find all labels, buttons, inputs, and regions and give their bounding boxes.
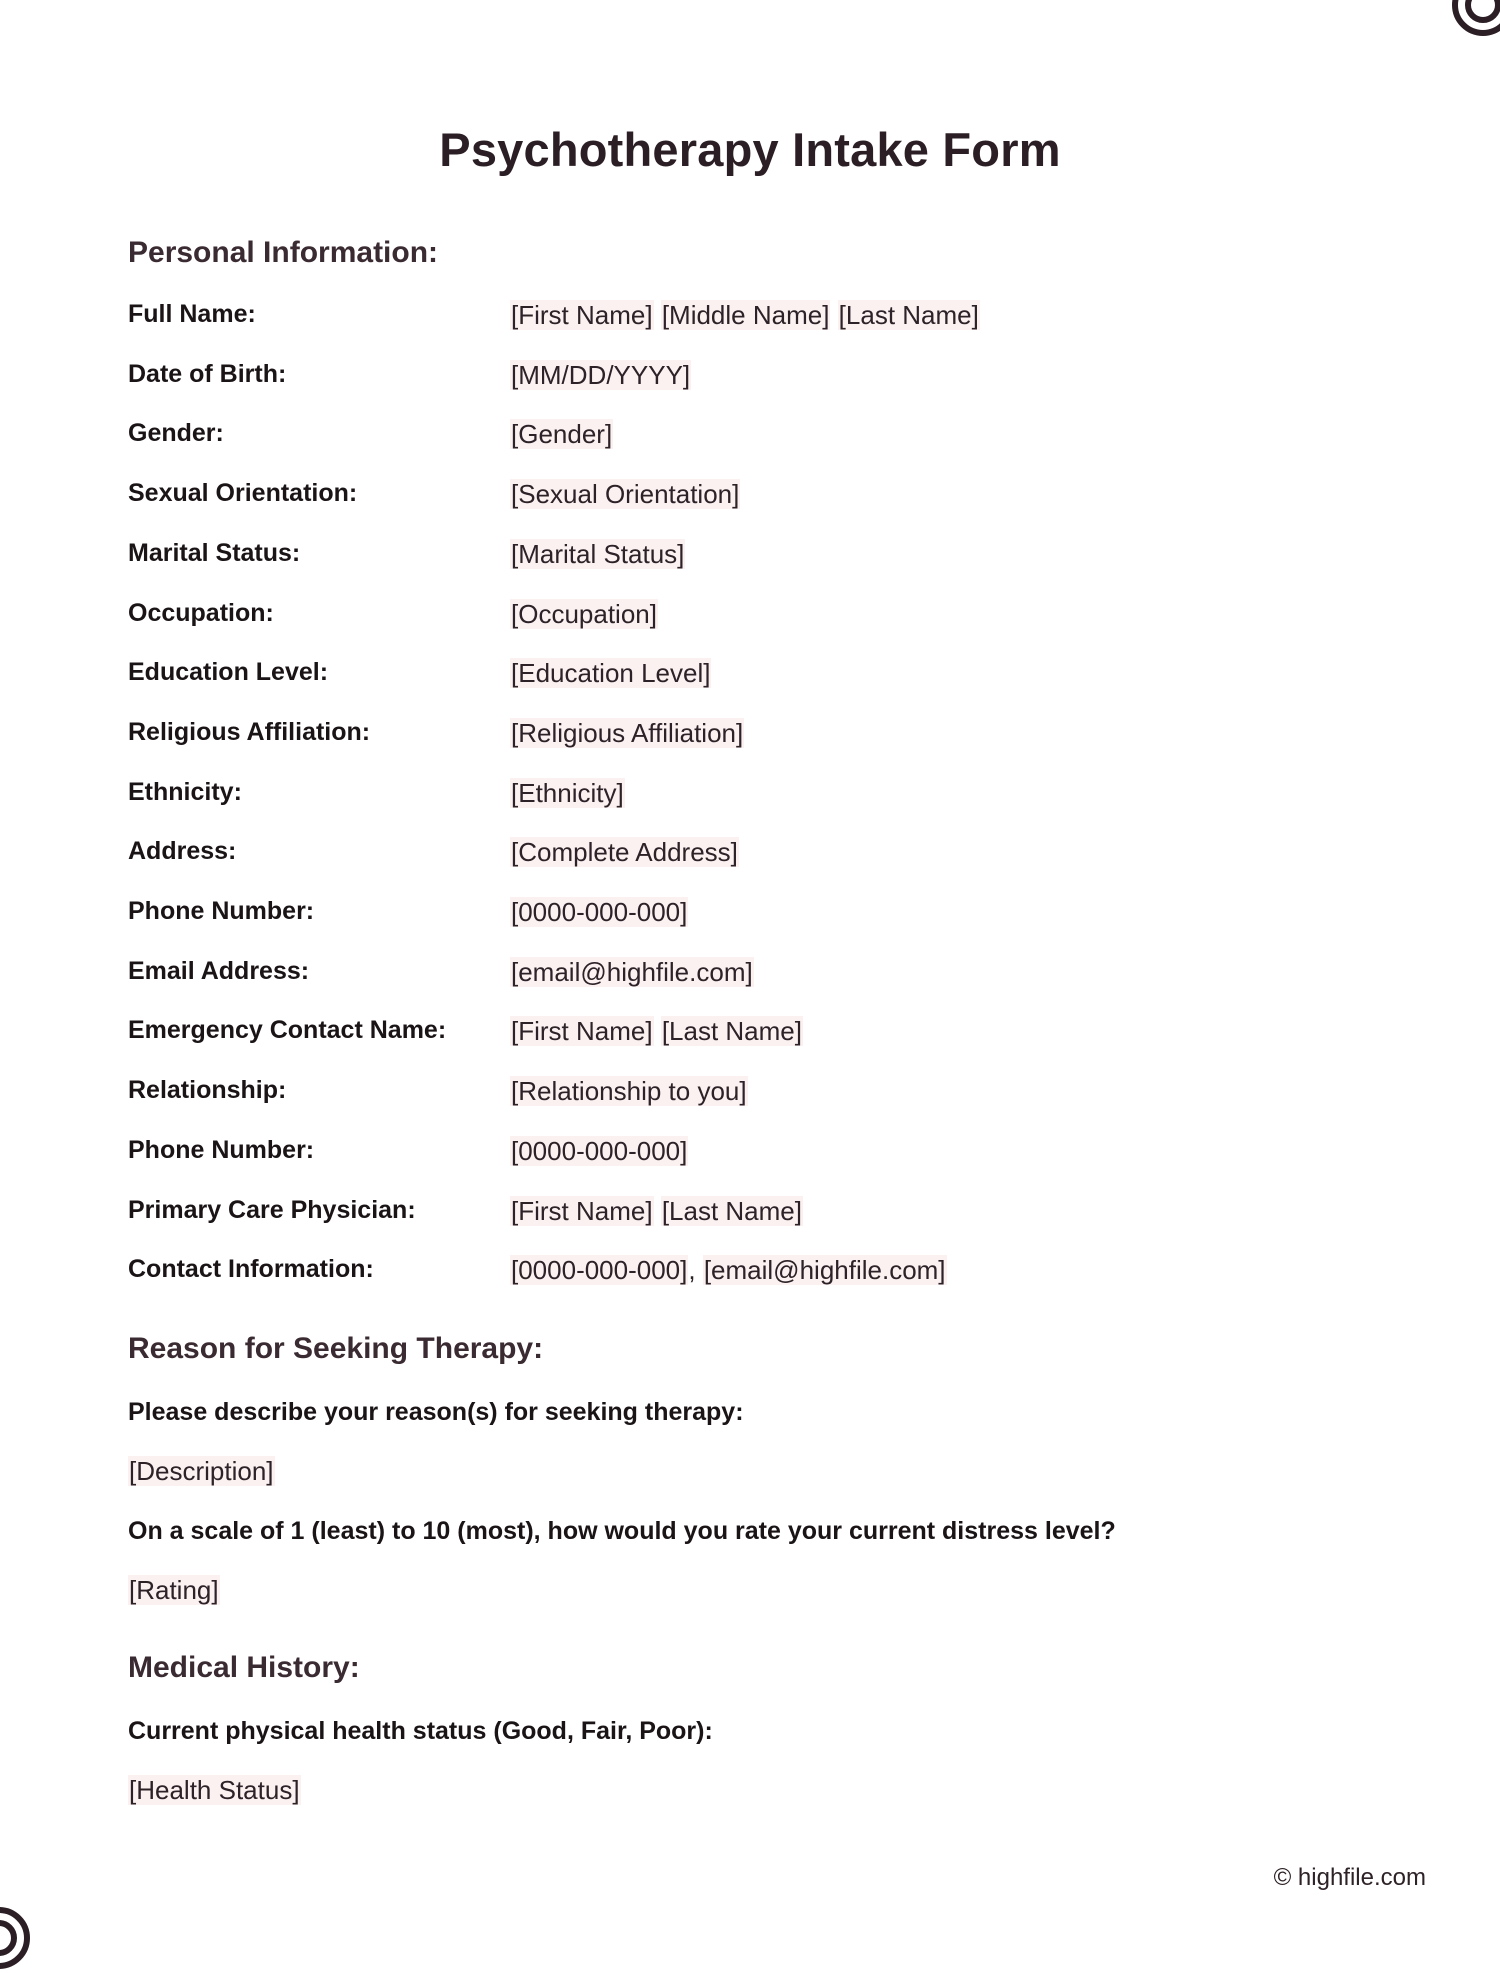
field-separator: , xyxy=(688,1255,703,1285)
form-row xyxy=(128,957,1378,997)
field-label: Date of Birth: xyxy=(128,360,287,388)
field-label: Email Address: xyxy=(128,957,310,985)
field-placeholder: [First Name] xyxy=(511,1196,653,1226)
spiral-ornament-icon xyxy=(1448,0,1500,40)
form-row xyxy=(128,1016,1378,1056)
field-placeholder: [email@highfile.com] xyxy=(511,957,753,987)
field-placeholder: [First Name] xyxy=(511,300,653,330)
field-value[interactable] xyxy=(510,539,685,570)
field-placeholder: [Complete Address] xyxy=(511,837,738,867)
field-separator xyxy=(654,1016,661,1046)
form-row xyxy=(128,1136,1378,1176)
health-status-question: Current physical health status (Good, Fair, Poor): xyxy=(128,1717,713,1745)
field-value[interactable] xyxy=(510,419,613,450)
field-placeholder: [Ethnicity] xyxy=(511,778,624,808)
form-row xyxy=(128,1076,1378,1116)
spiral-ornament-icon xyxy=(0,1903,34,1973)
health-status-field[interactable] xyxy=(128,1775,301,1806)
field-value[interactable] xyxy=(510,360,691,391)
form-row xyxy=(128,658,1378,698)
field-value[interactable] xyxy=(510,1255,947,1286)
field-value[interactable] xyxy=(510,957,754,988)
section-heading-personal: Personal Information: xyxy=(128,236,439,269)
reason-question: Please describe your reason(s) for seeking therapy: xyxy=(128,1398,744,1426)
field-placeholder: [First Name] xyxy=(511,1016,653,1046)
form-row xyxy=(128,360,1378,400)
copyright-footer: © highfile.com xyxy=(1273,1864,1426,1891)
field-placeholder: [Last Name] xyxy=(661,1196,802,1226)
field-value[interactable] xyxy=(510,897,688,928)
field-value[interactable] xyxy=(510,658,711,689)
field-placeholder: [MM/DD/YYYY] xyxy=(511,360,691,390)
field-label: Relationship: xyxy=(128,1076,287,1104)
field-label: Contact Information: xyxy=(128,1255,374,1283)
field-placeholder: [Gender] xyxy=(511,419,613,449)
field-label: Religious Affiliation: xyxy=(128,718,371,746)
section-heading-medical: Medical History: xyxy=(128,1651,360,1684)
form-row xyxy=(128,1196,1378,1236)
form-row xyxy=(128,479,1378,519)
field-label: Address: xyxy=(128,837,237,865)
field-placeholder: [Sexual Orientation] xyxy=(511,479,740,509)
field-label: Phone Number: xyxy=(128,897,315,925)
field-placeholder: [Relationship to you] xyxy=(511,1076,747,1106)
reason-answer-placeholder: [Description] xyxy=(129,1456,274,1486)
field-separator xyxy=(830,300,837,330)
field-placeholder: [0000-000-000] xyxy=(511,897,688,927)
field-label: Sexual Orientation: xyxy=(128,479,358,507)
form-row xyxy=(128,599,1378,639)
form-row xyxy=(128,300,1378,340)
field-label: Full Name: xyxy=(128,300,256,328)
field-placeholder: [Marital Status] xyxy=(511,539,685,569)
field-placeholder: [Last Name] xyxy=(661,1016,802,1046)
field-label: Primary Care Physician: xyxy=(128,1196,416,1224)
field-label: Occupation: xyxy=(128,599,274,627)
field-value[interactable] xyxy=(510,778,625,809)
form-row xyxy=(128,778,1378,818)
field-placeholder: [Middle Name] xyxy=(661,300,830,330)
field-value[interactable] xyxy=(510,1196,803,1227)
field-placeholder: [email@highfile.com] xyxy=(703,1255,946,1285)
form-row xyxy=(128,718,1378,758)
field-placeholder: [0000-000-000] xyxy=(511,1136,688,1166)
field-placeholder: [Occupation] xyxy=(511,599,657,629)
field-placeholder: [Last Name] xyxy=(838,300,979,330)
field-label: Phone Number: xyxy=(128,1136,315,1164)
field-placeholder: [0000-000-000] xyxy=(511,1255,688,1285)
distress-rating-placeholder: [Rating] xyxy=(129,1575,219,1605)
form-row xyxy=(128,419,1378,459)
field-separator xyxy=(654,300,661,330)
form-row xyxy=(128,897,1378,937)
field-value[interactable] xyxy=(510,837,739,868)
field-separator xyxy=(654,1196,661,1226)
field-label: Gender: xyxy=(128,419,224,447)
field-label: Ethnicity: xyxy=(128,778,242,806)
field-label: Education Level: xyxy=(128,658,329,686)
field-value[interactable] xyxy=(510,1016,803,1047)
field-placeholder: [Religious Affiliation] xyxy=(511,718,744,748)
field-value[interactable] xyxy=(510,300,980,331)
field-value[interactable] xyxy=(510,599,658,630)
field-value[interactable] xyxy=(510,1136,688,1167)
field-placeholder: [Education Level] xyxy=(511,658,711,688)
distress-question: On a scale of 1 (least) to 10 (most), how would you rate your current distress level? xyxy=(128,1517,1116,1545)
form-row xyxy=(128,837,1378,877)
form-row xyxy=(128,1255,1378,1295)
reason-answer-field[interactable] xyxy=(128,1456,275,1487)
page-title: Psychotherapy Intake Form xyxy=(439,123,1061,176)
health-status-placeholder: [Health Status] xyxy=(129,1775,300,1805)
field-value[interactable] xyxy=(510,1076,748,1107)
field-label: Emergency Contact Name: xyxy=(128,1016,447,1044)
distress-rating-field[interactable] xyxy=(128,1575,220,1606)
field-value[interactable] xyxy=(510,718,744,749)
field-label: Marital Status: xyxy=(128,539,301,567)
field-value[interactable] xyxy=(510,479,740,510)
section-heading-reason: Reason for Seeking Therapy: xyxy=(128,1332,544,1365)
form-row xyxy=(128,539,1378,579)
